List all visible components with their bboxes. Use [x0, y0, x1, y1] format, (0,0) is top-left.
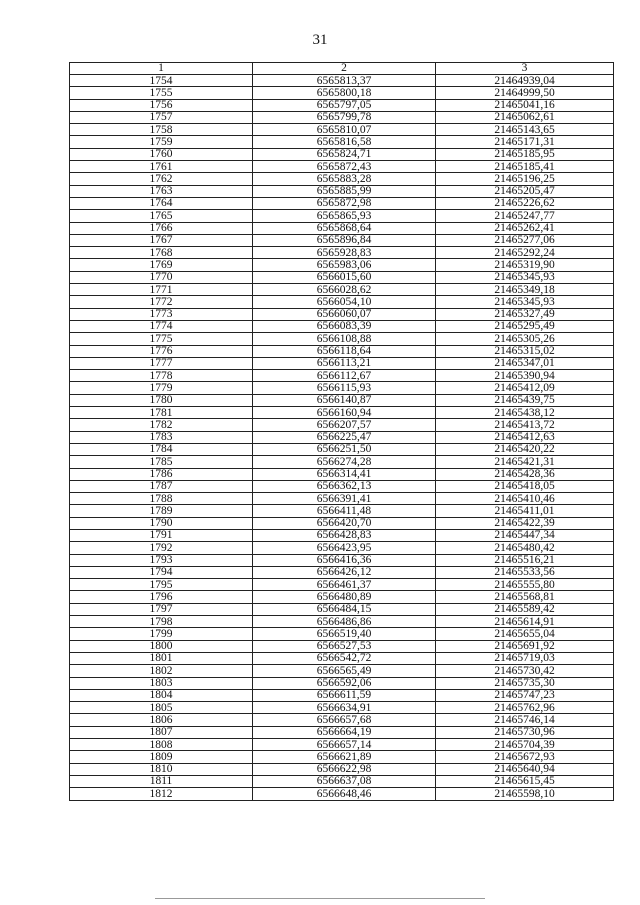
point-number-cell: 1771: [70, 284, 253, 296]
x-coordinate-cell: 6566113,21: [253, 357, 436, 369]
point-number-cell: 1757: [70, 111, 253, 123]
table-row: [70, 333, 614, 345]
point-number-cell: 1793: [70, 554, 253, 566]
table-row: [70, 517, 614, 529]
point-number-cell: 1808: [70, 739, 253, 751]
point-number-cell: 1766: [70, 222, 253, 234]
point-number-cell: 1809: [70, 751, 253, 763]
point-number-cell: 1767: [70, 234, 253, 246]
x-coordinate-cell: 6566634,91: [253, 702, 436, 714]
table-row: [70, 616, 614, 628]
table-row: [70, 271, 614, 283]
table-row: [70, 554, 614, 566]
point-number-cell: 1764: [70, 197, 253, 209]
y-coordinate-cell: 21465516,21: [436, 554, 614, 566]
x-coordinate-cell: 6566420,70: [253, 517, 436, 529]
y-coordinate-cell: 21464939,04: [436, 75, 614, 87]
x-coordinate-cell: 6566542,72: [253, 652, 436, 664]
y-coordinate-cell: 21465185,41: [436, 161, 614, 173]
table-row: [70, 456, 614, 468]
table-row: [70, 751, 614, 763]
y-coordinate-cell: 21465295,49: [436, 320, 614, 332]
y-coordinate-cell: 21465041,16: [436, 99, 614, 111]
y-coordinate-cell: 21465480,42: [436, 542, 614, 554]
y-coordinate-cell: 21465315,02: [436, 345, 614, 357]
y-coordinate-cell: 21465347,01: [436, 357, 614, 369]
point-number-cell: 1803: [70, 677, 253, 689]
x-coordinate-cell: 6565896,84: [253, 234, 436, 246]
point-number-cell: 1796: [70, 591, 253, 603]
point-number-cell: 1774: [70, 320, 253, 332]
point-number-cell: 1758: [70, 124, 253, 136]
point-number-cell: 1770: [70, 271, 253, 283]
point-number-cell: 1759: [70, 136, 253, 148]
point-number-cell: 1812: [70, 788, 253, 800]
table-row: [70, 161, 614, 173]
table-row: [70, 124, 614, 136]
x-coordinate-cell: 6566251,50: [253, 443, 436, 455]
column-header-x-coordinate: 2: [253, 63, 436, 75]
x-coordinate-cell: 6565816,58: [253, 136, 436, 148]
y-coordinate-cell: 21465655,04: [436, 628, 614, 640]
point-number-cell: 1755: [70, 87, 253, 99]
point-number-cell: 1789: [70, 505, 253, 517]
y-coordinate-cell: 21465413,72: [436, 419, 614, 431]
x-coordinate-cell: 6566527,53: [253, 640, 436, 652]
y-coordinate-cell: 21465171,31: [436, 136, 614, 148]
x-coordinate-cell: 6565797,05: [253, 99, 436, 111]
x-coordinate-cell: 6566622,98: [253, 763, 436, 775]
point-number-cell: 1775: [70, 333, 253, 345]
y-coordinate-cell: 21465421,31: [436, 456, 614, 468]
table-row: [70, 542, 614, 554]
x-coordinate-cell: 6565983,06: [253, 259, 436, 271]
y-coordinate-cell: 21465412,63: [436, 431, 614, 443]
x-coordinate-cell: 6565865,93: [253, 210, 436, 222]
point-number-cell: 1769: [70, 259, 253, 271]
page-number: 31: [312, 32, 328, 48]
y-coordinate-cell: 21465730,42: [436, 665, 614, 677]
point-number-cell: 1807: [70, 726, 253, 738]
point-number-cell: 1784: [70, 443, 253, 455]
x-coordinate-cell: 6565872,43: [253, 161, 436, 173]
table-row: [70, 222, 614, 234]
x-coordinate-cell: 6566621,89: [253, 751, 436, 763]
y-coordinate-cell: 21465226,62: [436, 197, 614, 209]
x-coordinate-cell: 6565810,07: [253, 124, 436, 136]
x-coordinate-cell: 6565824,71: [253, 148, 436, 160]
table-row: [70, 308, 614, 320]
point-number-cell: 1799: [70, 628, 253, 640]
y-coordinate-cell: 21464999,50: [436, 87, 614, 99]
x-coordinate-cell: 6566207,57: [253, 419, 436, 431]
point-number-cell: 1765: [70, 210, 253, 222]
coordinates-table: [69, 62, 614, 801]
y-coordinate-cell: 21465746,14: [436, 714, 614, 726]
y-coordinate-cell: 21465277,06: [436, 234, 614, 246]
point-number-cell: 1756: [70, 99, 253, 111]
point-number-cell: 1768: [70, 247, 253, 259]
table-row: [70, 702, 614, 714]
y-coordinate-cell: 21465411,01: [436, 505, 614, 517]
y-coordinate-cell: 21465185,95: [436, 148, 614, 160]
y-coordinate-cell: 21465428,36: [436, 468, 614, 480]
x-coordinate-cell: 6566115,93: [253, 382, 436, 394]
x-coordinate-cell: 6566592,06: [253, 677, 436, 689]
y-coordinate-cell: 21465747,23: [436, 689, 614, 701]
table-row: [70, 185, 614, 197]
point-number-cell: 1783: [70, 431, 253, 443]
y-coordinate-cell: 21465568,81: [436, 591, 614, 603]
table-row: [70, 75, 614, 87]
table-row: [70, 652, 614, 664]
table-row: [70, 394, 614, 406]
y-coordinate-cell: 21465438,12: [436, 407, 614, 419]
y-coordinate-cell: 21465205,47: [436, 185, 614, 197]
point-number-cell: 1777: [70, 357, 253, 369]
x-coordinate-cell: 6566160,94: [253, 407, 436, 419]
table-row: [70, 505, 614, 517]
y-coordinate-cell: 21465305,26: [436, 333, 614, 345]
point-number-cell: 1802: [70, 665, 253, 677]
table-row: [70, 407, 614, 419]
table-row: [70, 296, 614, 308]
y-coordinate-cell: 21465422,39: [436, 517, 614, 529]
point-number-cell: 1786: [70, 468, 253, 480]
y-coordinate-cell: 21465672,93: [436, 751, 614, 763]
point-number-cell: 1763: [70, 185, 253, 197]
y-coordinate-cell: 21465691,92: [436, 640, 614, 652]
x-coordinate-cell: 6565799,78: [253, 111, 436, 123]
x-coordinate-cell: 6566423,95: [253, 542, 436, 554]
table-row: [70, 603, 614, 615]
x-coordinate-cell: 6565800,18: [253, 87, 436, 99]
table-row: [70, 640, 614, 652]
point-number-cell: 1805: [70, 702, 253, 714]
point-number-cell: 1785: [70, 456, 253, 468]
point-number-cell: 1787: [70, 480, 253, 492]
point-number-cell: 1754: [70, 75, 253, 87]
y-coordinate-cell: 21465420,22: [436, 443, 614, 455]
table-row: [70, 788, 614, 800]
table-row: [70, 665, 614, 677]
table-row: [70, 197, 614, 209]
y-coordinate-cell: 21465589,42: [436, 603, 614, 615]
x-coordinate-cell: 6565883,28: [253, 173, 436, 185]
x-coordinate-cell: 6566611,59: [253, 689, 436, 701]
table-row: [70, 320, 614, 332]
y-coordinate-cell: 21465615,45: [436, 775, 614, 787]
table-row: [70, 370, 614, 382]
x-coordinate-cell: 6566565,49: [253, 665, 436, 677]
table-row: [70, 689, 614, 701]
table-row: [70, 259, 614, 271]
point-number-cell: 1791: [70, 529, 253, 541]
table-row: [70, 111, 614, 123]
x-coordinate-cell: 6566391,41: [253, 493, 436, 505]
x-coordinate-cell: 6566015,60: [253, 271, 436, 283]
y-coordinate-cell: 21465704,39: [436, 739, 614, 751]
table-row: [70, 677, 614, 689]
y-coordinate-cell: 21465410,46: [436, 493, 614, 505]
x-coordinate-cell: 6566118,64: [253, 345, 436, 357]
point-number-cell: 1778: [70, 370, 253, 382]
y-coordinate-cell: 21465730,96: [436, 726, 614, 738]
table-row: [70, 419, 614, 431]
y-coordinate-cell: 21465390,94: [436, 370, 614, 382]
x-coordinate-cell: 6565813,37: [253, 75, 436, 87]
table-row: [70, 136, 614, 148]
x-coordinate-cell: 6566657,68: [253, 714, 436, 726]
x-coordinate-cell: 6566314,41: [253, 468, 436, 480]
y-coordinate-cell: 21465614,91: [436, 616, 614, 628]
x-coordinate-cell: 6566411,48: [253, 505, 436, 517]
column-header-y-coordinate: 3: [436, 63, 614, 75]
point-number-cell: 1772: [70, 296, 253, 308]
point-number-cell: 1800: [70, 640, 253, 652]
point-number-cell: 1795: [70, 579, 253, 591]
table-row: [70, 345, 614, 357]
column-header-point-number: 1: [70, 63, 253, 75]
y-coordinate-cell: 21465062,61: [436, 111, 614, 123]
table-row: [70, 726, 614, 738]
x-coordinate-cell: 6566519,40: [253, 628, 436, 640]
y-coordinate-cell: 21465418,05: [436, 480, 614, 492]
point-number-cell: 1773: [70, 308, 253, 320]
x-coordinate-cell: 6566648,46: [253, 788, 436, 800]
table-row: [70, 284, 614, 296]
y-coordinate-cell: 21465555,80: [436, 579, 614, 591]
y-coordinate-cell: 21465345,93: [436, 271, 614, 283]
x-coordinate-cell: 6566054,10: [253, 296, 436, 308]
x-coordinate-cell: 6566637,08: [253, 775, 436, 787]
point-number-cell: 1790: [70, 517, 253, 529]
point-number-cell: 1806: [70, 714, 253, 726]
table-row: [70, 468, 614, 480]
table-row: [70, 247, 614, 259]
table-row: [70, 382, 614, 394]
x-coordinate-cell: 6566083,39: [253, 320, 436, 332]
x-coordinate-cell: 6565868,64: [253, 222, 436, 234]
y-coordinate-cell: 21465262,41: [436, 222, 614, 234]
table-row: [70, 566, 614, 578]
bottom-divider: [155, 898, 485, 899]
x-coordinate-cell: 6566108,88: [253, 333, 436, 345]
y-coordinate-cell: 21465439,75: [436, 394, 614, 406]
y-coordinate-cell: 21465292,24: [436, 247, 614, 259]
table-row: [70, 99, 614, 111]
point-number-cell: 1792: [70, 542, 253, 554]
table-row: [70, 739, 614, 751]
point-number-cell: 1801: [70, 652, 253, 664]
x-coordinate-cell: 6566140,87: [253, 394, 436, 406]
table-row: [70, 763, 614, 775]
y-coordinate-cell: 21465533,56: [436, 566, 614, 578]
point-number-cell: 1761: [70, 161, 253, 173]
point-number-cell: 1762: [70, 173, 253, 185]
table-row: [70, 714, 614, 726]
x-coordinate-cell: 6566060,07: [253, 308, 436, 320]
y-coordinate-cell: 21465349,18: [436, 284, 614, 296]
y-coordinate-cell: 21465412,09: [436, 382, 614, 394]
table-row: [70, 579, 614, 591]
x-coordinate-cell: 6565928,83: [253, 247, 436, 259]
table-row: [70, 591, 614, 603]
table-row: [70, 443, 614, 455]
x-coordinate-cell: 6566486,86: [253, 616, 436, 628]
header-row: [70, 63, 614, 75]
x-coordinate-cell: 6566480,89: [253, 591, 436, 603]
y-coordinate-cell: 21465247,77: [436, 210, 614, 222]
point-number-cell: 1781: [70, 407, 253, 419]
point-number-cell: 1811: [70, 775, 253, 787]
x-coordinate-cell: 6566362,13: [253, 480, 436, 492]
x-coordinate-cell: 6566484,15: [253, 603, 436, 615]
point-number-cell: 1779: [70, 382, 253, 394]
x-coordinate-cell: 6566461,37: [253, 579, 436, 591]
table-row: [70, 234, 614, 246]
x-coordinate-cell: 6566657,14: [253, 739, 436, 751]
point-number-cell: 1788: [70, 493, 253, 505]
point-number-cell: 1780: [70, 394, 253, 406]
point-number-cell: 1810: [70, 763, 253, 775]
x-coordinate-cell: 6566428,83: [253, 529, 436, 541]
y-coordinate-cell: 21465196,25: [436, 173, 614, 185]
table-row: [70, 775, 614, 787]
y-coordinate-cell: 21465640,94: [436, 763, 614, 775]
x-coordinate-cell: 6565885,99: [253, 185, 436, 197]
table-body: [70, 75, 614, 801]
point-number-cell: 1797: [70, 603, 253, 615]
table-row: [70, 493, 614, 505]
y-coordinate-cell: 21465447,34: [436, 529, 614, 541]
x-coordinate-cell: 6566225,47: [253, 431, 436, 443]
x-coordinate-cell: 6566274,28: [253, 456, 436, 468]
y-coordinate-cell: 21465327,49: [436, 308, 614, 320]
x-coordinate-cell: 6565872,98: [253, 197, 436, 209]
x-coordinate-cell: 6566664,19: [253, 726, 436, 738]
table-row: [70, 628, 614, 640]
x-coordinate-cell: 6566426,12: [253, 566, 436, 578]
y-coordinate-cell: 21465345,93: [436, 296, 614, 308]
table-row: [70, 87, 614, 99]
table-row: [70, 357, 614, 369]
table-row: [70, 431, 614, 443]
table-row: [70, 148, 614, 160]
point-number-cell: 1760: [70, 148, 253, 160]
point-number-cell: 1782: [70, 419, 253, 431]
table-row: [70, 173, 614, 185]
point-number-cell: 1794: [70, 566, 253, 578]
point-number-cell: 1798: [70, 616, 253, 628]
table-row: [70, 210, 614, 222]
table-header: [70, 63, 614, 75]
y-coordinate-cell: 21465719,03: [436, 652, 614, 664]
x-coordinate-cell: 6566112,67: [253, 370, 436, 382]
y-coordinate-cell: 21465143,65: [436, 124, 614, 136]
y-coordinate-cell: 21465319,90: [436, 259, 614, 271]
table-row: [70, 529, 614, 541]
point-number-cell: 1804: [70, 689, 253, 701]
x-coordinate-cell: 6566416,36: [253, 554, 436, 566]
y-coordinate-cell: 21465735,30: [436, 677, 614, 689]
point-number-cell: 1776: [70, 345, 253, 357]
y-coordinate-cell: 21465598,10: [436, 788, 614, 800]
table-row: [70, 480, 614, 492]
x-coordinate-cell: 6566028,62: [253, 284, 436, 296]
y-coordinate-cell: 21465762,96: [436, 702, 614, 714]
